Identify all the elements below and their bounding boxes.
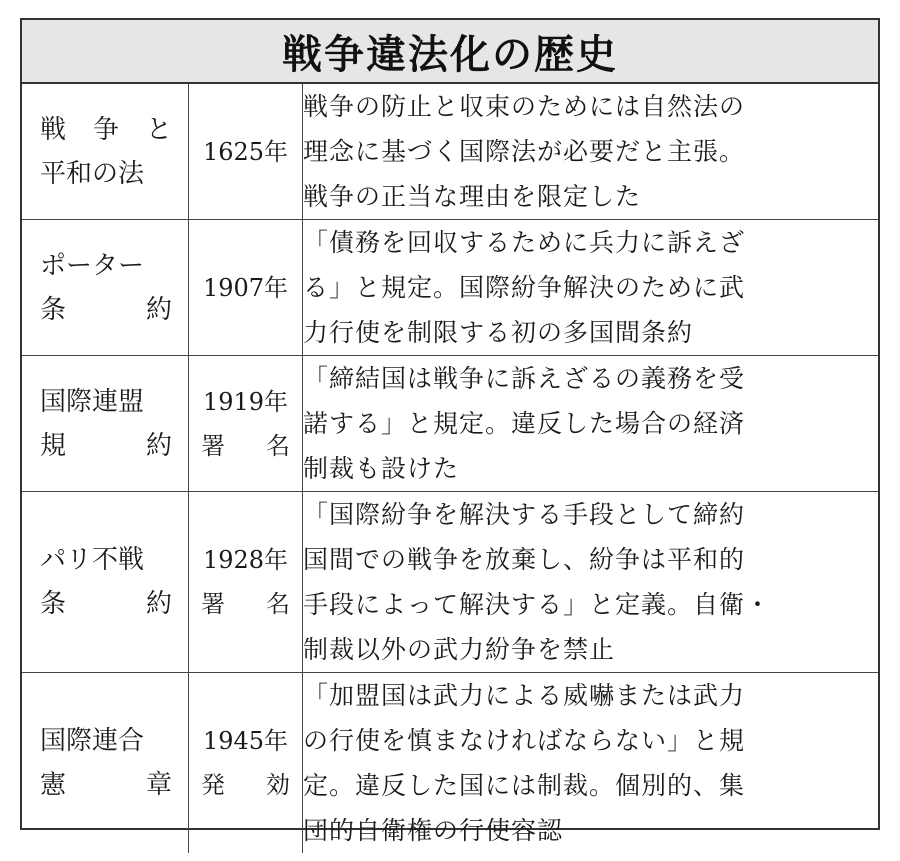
treaty-name-text: 国際連盟 <box>40 386 145 417</box>
description-line: る」と規定。国際紛争解決のために武 <box>303 273 746 302</box>
table-row <box>22 84 878 220</box>
table-title: 戦争違法化の歴史 <box>22 20 878 84</box>
table-row <box>22 220 878 356</box>
history-table-frame <box>20 18 880 845</box>
description-line: 「債務を回収するために兵力に訴えざ <box>303 228 746 257</box>
treaty-name-cell <box>22 492 189 673</box>
treaty-name-line <box>22 380 188 424</box>
status-char: 効 <box>266 771 290 799</box>
status-text <box>189 763 302 807</box>
status-text <box>189 582 302 626</box>
year-cell <box>189 356 303 492</box>
year-cell <box>189 673 303 854</box>
year-cell <box>189 220 303 356</box>
description-line: の行使を慎まなければならない」と規 <box>303 726 746 755</box>
year-cell <box>189 492 303 673</box>
description-line: 力行使を制限する初の多国間条約 <box>303 318 694 347</box>
treaty-name-text: 約 <box>145 294 172 325</box>
history-table <box>22 84 878 853</box>
treaty-name-line <box>22 108 188 152</box>
table-row <box>22 356 878 492</box>
description-cell <box>303 220 879 356</box>
treaty-name-line <box>22 582 188 626</box>
treaty-name-text: と <box>145 114 172 145</box>
treaty-name-text: パリ不戦 <box>40 545 145 575</box>
treaty-name-line <box>22 288 188 332</box>
treaty-name-text: 国際連合 <box>40 726 145 756</box>
description-cell <box>303 673 879 854</box>
description-line: 「加盟国は武力による威嚇または武力 <box>303 681 746 710</box>
status-text <box>189 424 302 468</box>
treaty-name-text: 憲 <box>40 770 67 800</box>
treaty-name-line <box>22 719 188 763</box>
year-text: 1945年 <box>202 727 289 755</box>
treaty-name-text: 章 <box>145 770 172 800</box>
treaty-name-line <box>22 538 188 582</box>
description-cell <box>303 84 879 220</box>
treaty-name-text: 戦 <box>40 114 67 145</box>
status-char: 署 <box>201 431 225 460</box>
description-line: 諾する」と規定。違反した場合の経済 <box>303 409 746 438</box>
description-line: 制裁以外の武力紛争を禁止 <box>303 635 616 664</box>
treaty-name-cell <box>22 84 189 220</box>
treaty-name-text: ポーター <box>40 250 145 281</box>
treaty-name-cell <box>22 673 189 854</box>
treaty-name-text: 平和の法 <box>40 158 145 189</box>
treaty-name-cell <box>22 220 189 356</box>
year-text: 1919年 <box>202 387 289 416</box>
description-line: 「締結国は戦争に訴えざるの義務を受 <box>303 364 746 393</box>
treaty-name-line <box>22 763 188 807</box>
table-row <box>22 673 878 854</box>
status-char: 発 <box>201 771 225 799</box>
description-line: 戦争の正当な理由を限定した <box>303 182 642 211</box>
status-char: 署 <box>201 590 225 618</box>
treaty-name-text: 約 <box>145 430 172 461</box>
year-text: 1928年 <box>202 546 289 574</box>
description-line: 国間での戦争を放棄し、紛争は平和的 <box>303 545 746 574</box>
treaty-name-text: 争 <box>92 114 119 145</box>
treaty-name-cell <box>22 356 189 492</box>
treaty-name-line <box>22 152 188 196</box>
status-char: 名 <box>266 590 290 618</box>
description-cell <box>303 492 879 673</box>
description-line: 団的自衛権の行使容認 <box>303 816 564 845</box>
treaty-name-text: 規 <box>40 430 67 461</box>
treaty-name-line <box>22 244 188 288</box>
year-text: 1907年 <box>202 273 289 302</box>
description-line: 理念に基づく国際法が必要だと主張。 <box>303 137 746 166</box>
table-row <box>22 492 878 673</box>
treaty-name-text: 条 <box>40 589 67 619</box>
year-text: 1625年 <box>202 137 289 166</box>
treaty-name-text: 約 <box>145 589 172 619</box>
description-line: 「国際紛争を解決する手段として締約 <box>303 500 746 529</box>
description-line: 手段によって解決する」と定義。自衛・ <box>303 590 772 619</box>
description-line: 制裁も設けた <box>303 454 460 483</box>
treaty-name-text: 条 <box>40 294 67 325</box>
description-line: 定。違反した国には制裁。個別的、集 <box>303 771 746 800</box>
status-char: 名 <box>266 431 290 460</box>
treaty-name-line <box>22 424 188 468</box>
description-cell <box>303 356 879 492</box>
year-cell <box>189 84 303 220</box>
description-line: 戦争の防止と収束のためには自然法の <box>303 92 746 121</box>
